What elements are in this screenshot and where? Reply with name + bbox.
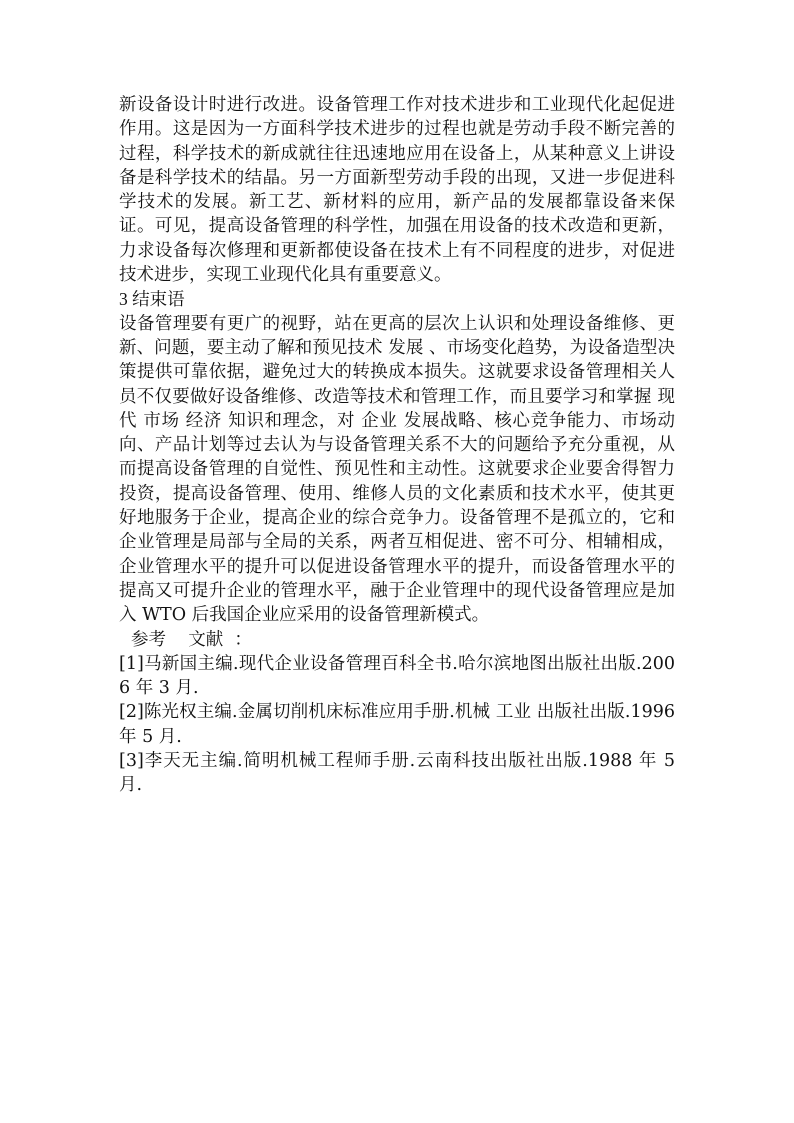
- document-page: [119, 93, 675, 798]
- reference-item: [1]马新国主编.现代企业设备管理百科全书.哈尔滨地图出版社出版.2006 年 3 月.: [119, 653, 675, 699]
- conclusion-paragraph: 设备管理要有更广的视野，站在更高的层次上认识和处理设备维修、更新、问题，要主动了解和预见技术 发展 、市场变化趋势，为设备造型决策提供可靠依据，避免过大的转换成本损失。这就要求设备管理相关人员不仅要做好设备维修、改造等技术和管理工作，而且要学习和掌握 现代 市场 经济 知识和理念，对 企业 发展战略、核心竞争能力、市场动向、产品计划等过去认为与设备管理关系不大的问题给予充分重视，从而提高设备管理的自觉性、预见性和主动性。这就要求企业要舍得智力投资，提高设备管理、使用、维修人员的文化素质和技术水平，使其更好地服务于企业，提高企业的综合竞争力。设备管理不是孤立的，它和企业管理是局部与全局的关系，两者互相促进、密不可分、相辅相成，企业管理水平的提升可以促进设备管理水平的提升，而设备管理水平的提高又可提升企业的管理水平，融于企业管理中的现代设备管理应是加入 WTO 后我国企业应采用的设备管理新模式。: [119, 313, 675, 626]
- reference-list: [119, 652, 675, 798]
- section-heading: 3 结束语: [119, 289, 185, 310]
- reference-item: [2]陈光权主编.金属切削机床标准应用手册.机械 工业 出版社出版.1996 年 5 月.: [119, 702, 675, 747]
- body-paragraph: 新设备设计时进行改进。设备管理工作对技术进步和工业现代化起促进作用。这是因为一方面科学技术进步的过程也就是劳动手段不断完善的过程，科学技术的新成就往往迅速地应用在设备上，从某种意义上讲设备是科学技术的结晶。另一方面新型劳动手段的出现，又进一步促进科学技术的发展。新工艺、新材料的应用，新产品的发展都靠设备来保证。可见，提高设备管理的科学性，加强在用设备的技术改造和更新，力求设备每次修理和更新都使设备在技术上有不同程度的进步，对促进技术进步，实现工业现代化具有重要意义。: [119, 95, 675, 286]
- references-title: 参考 文献 ：: [131, 629, 252, 650]
- reference-item: [3]李天无主编.简明机械工程师手册.云南科技出版社出版.1988 年 5 月.: [119, 751, 675, 796]
